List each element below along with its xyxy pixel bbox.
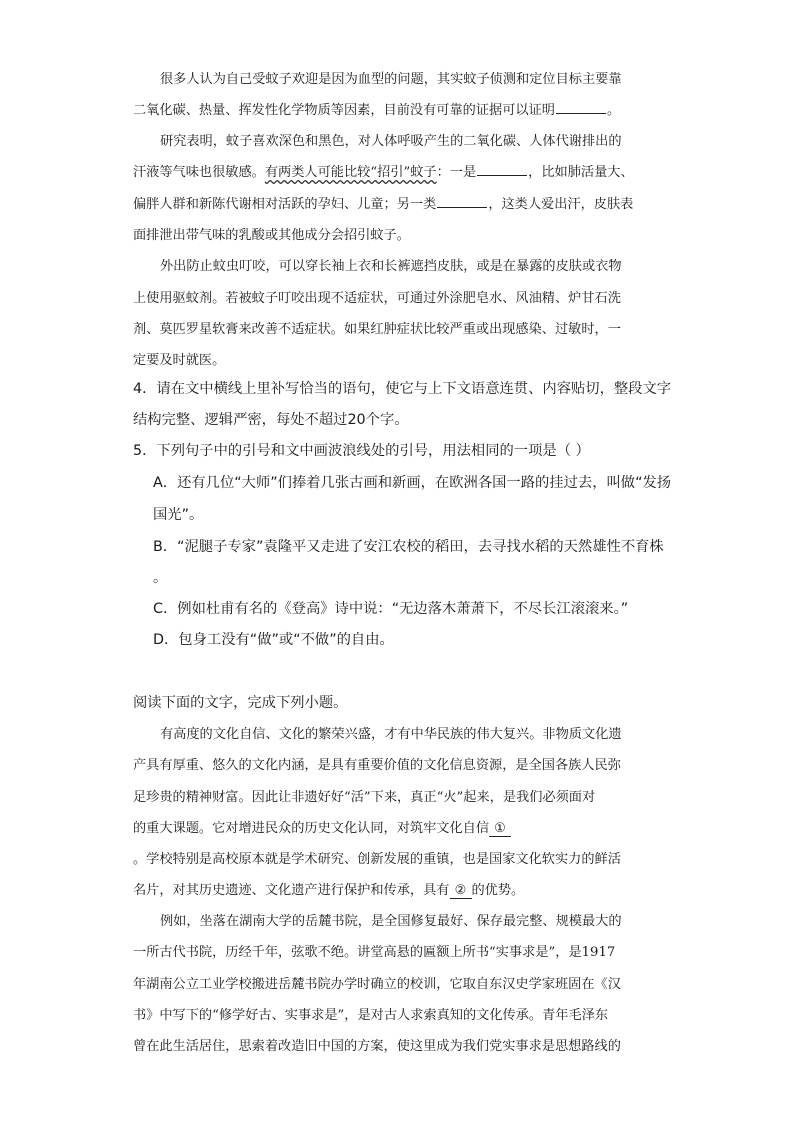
passage1-p1-line1: 很多人认为自己受蚊子欢迎是因为血型的问题，其实蚊子侦测和定位目标主要靠 xyxy=(160,72,622,87)
question-5-option-c: C．例如杜甫有名的《登高》诗中说：“无边落木萧萧下，不尽长江滚滚来。” xyxy=(153,601,629,617)
section2-p1-line4 xyxy=(133,817,511,837)
text-segment: 偏胖人群和新陈代谢相对活跃的孕妇、儿童；另一类 xyxy=(133,197,437,212)
question-4-line2: 结构完整、逻辑严密，每处不超过20个字。 xyxy=(133,412,409,428)
text-segment: ，这类人爱出汗，皮肤表 xyxy=(488,197,634,212)
section2-p2-line5: 曾在此生活居住，思索着改造旧中国的方案，使这里成为我们党实事求是思想路线的 xyxy=(133,1039,621,1054)
section2-p1-line1: 有高度的文化自信、文化的繁荣兴盛，才有中华民族的伟大复兴。非物质文化遗 xyxy=(160,727,622,742)
text-segment: ，比如肺活量大、 xyxy=(528,165,634,180)
passage1-p2-line2 xyxy=(133,161,634,180)
section2-p1-line6 xyxy=(133,879,524,899)
section2-p2-line3: 年湖南公立工业学校搬进岳麓书院办学时确立的校训，它取自东汉史学家班固在《汉 xyxy=(133,977,621,992)
section2-p2-line4: 书》中写下的“修学好古、实事求是”，是对古人求索真知的文化传承。青年毛泽东 xyxy=(133,1008,609,1023)
passage1-p2-line4: 面排泄出带气味的乳酸或其他成分会招引蚊子。 xyxy=(133,228,410,243)
passage1-p3-line2: 上使用驱蚊剂。若被蚊子叮咬出现不适症状，可通过外涂肥皂水、风油精、炉甘石洗 xyxy=(133,291,621,306)
passage1-p3-line3: 剂、莫匹罗星软膏来改善不适症状。如果红肿症状比较严重或出现感染、过敏时，一 xyxy=(133,322,621,337)
passage1-p3-line4: 定要及时就医。 xyxy=(133,353,226,368)
question-5-option-a-line1: A．还有几位“大师”们捧着几张古画和新画，在欧洲各国一路的挂过去，叫做“发扬 xyxy=(153,475,672,491)
text-segment: 汗液等气味也很敏感。 xyxy=(133,165,265,180)
question-5-option-a-line2: 国光”。 xyxy=(153,507,204,523)
question-5-stem: 5．下列句子中的引号和文中画波浪线处的引号，用法相同的一项是（ ） xyxy=(133,443,590,459)
numbered-blank-1: ① xyxy=(489,821,511,837)
answer-blank xyxy=(556,101,606,114)
section2-p1-line2: 产具有厚重、悠久的文化内涵，是具有重要价值的文化信息资源，是全国各族人民弥 xyxy=(133,758,621,773)
section2-instruction: 阅读下面的文字，完成下列小题。 xyxy=(133,695,348,711)
section2-p2-line1: 例如，坐落在湖南大学的岳麓书院，是全国修复最好、保存最完整、规模最大的 xyxy=(160,914,622,929)
text-segment: ：一是 xyxy=(436,165,477,180)
question-5-option-b-line2: 。 xyxy=(153,570,168,586)
question-5-option-d: D．包身工没有“做”或“不做”的自由。 xyxy=(153,632,394,648)
text-segment: 。 xyxy=(607,103,621,118)
passage1-p2-line3 xyxy=(133,193,633,212)
text-segment: 的优势。 xyxy=(471,883,525,898)
text-segment: 名片，对其历史遗迹、文化遗产进行保护和传承，具有 xyxy=(133,883,450,898)
numbered-blank-2: ② xyxy=(450,883,472,899)
question-4-line1: 4．请在文中横线上里补写恰当的语句，使它与上下文语意连贯、内容贴切，整段文字 xyxy=(133,381,672,397)
answer-blank xyxy=(477,163,527,176)
passage1-p2-line1: 研究表明，蚊子喜欢深色和黑色，对人体呼吸产生的二氧化碳、人体代谢排出的 xyxy=(160,134,622,149)
answer-blank xyxy=(437,195,487,208)
question-5-option-b-line1: B．“泥腿子专家”袁隆平又走进了安江农校的稻田，去寻找水稻的天然雄性不育株 xyxy=(153,539,664,555)
passage1-p3-line1: 外出防止蚊虫叮咬，可以穿长袖上衣和长裤遮挡皮肤，或是在暴露的皮肤或衣物 xyxy=(160,259,622,274)
section2-p1-line3: 足珍贵的精神财富。因此让非遗好好“活”下来，真正“火”起来，是我们必须面对 xyxy=(133,790,596,805)
section2-p2-line2: 一所古代书院，历经千年，弦歌不绝。讲堂高悬的匾额上所书“实事求是”，是1917 xyxy=(133,945,616,960)
text-segment: 的重大课题。它对增进民众的历史文化认同，对筑牢文化自信 xyxy=(133,821,490,836)
wavy-underlined-text: 有两类人可能比较“招引”蚊子 xyxy=(264,165,437,180)
section2-p1-line5: 。学校特别是高校原本就是学术研究、创新发展的重镇，也是国家文化软实力的鲜活 xyxy=(133,852,621,867)
passage1-p1-line2 xyxy=(133,99,620,118)
text-segment: 二氧化碳、热量、挥发性化学物质等因素，目前没有可靠的证据可以证明 xyxy=(133,103,555,118)
